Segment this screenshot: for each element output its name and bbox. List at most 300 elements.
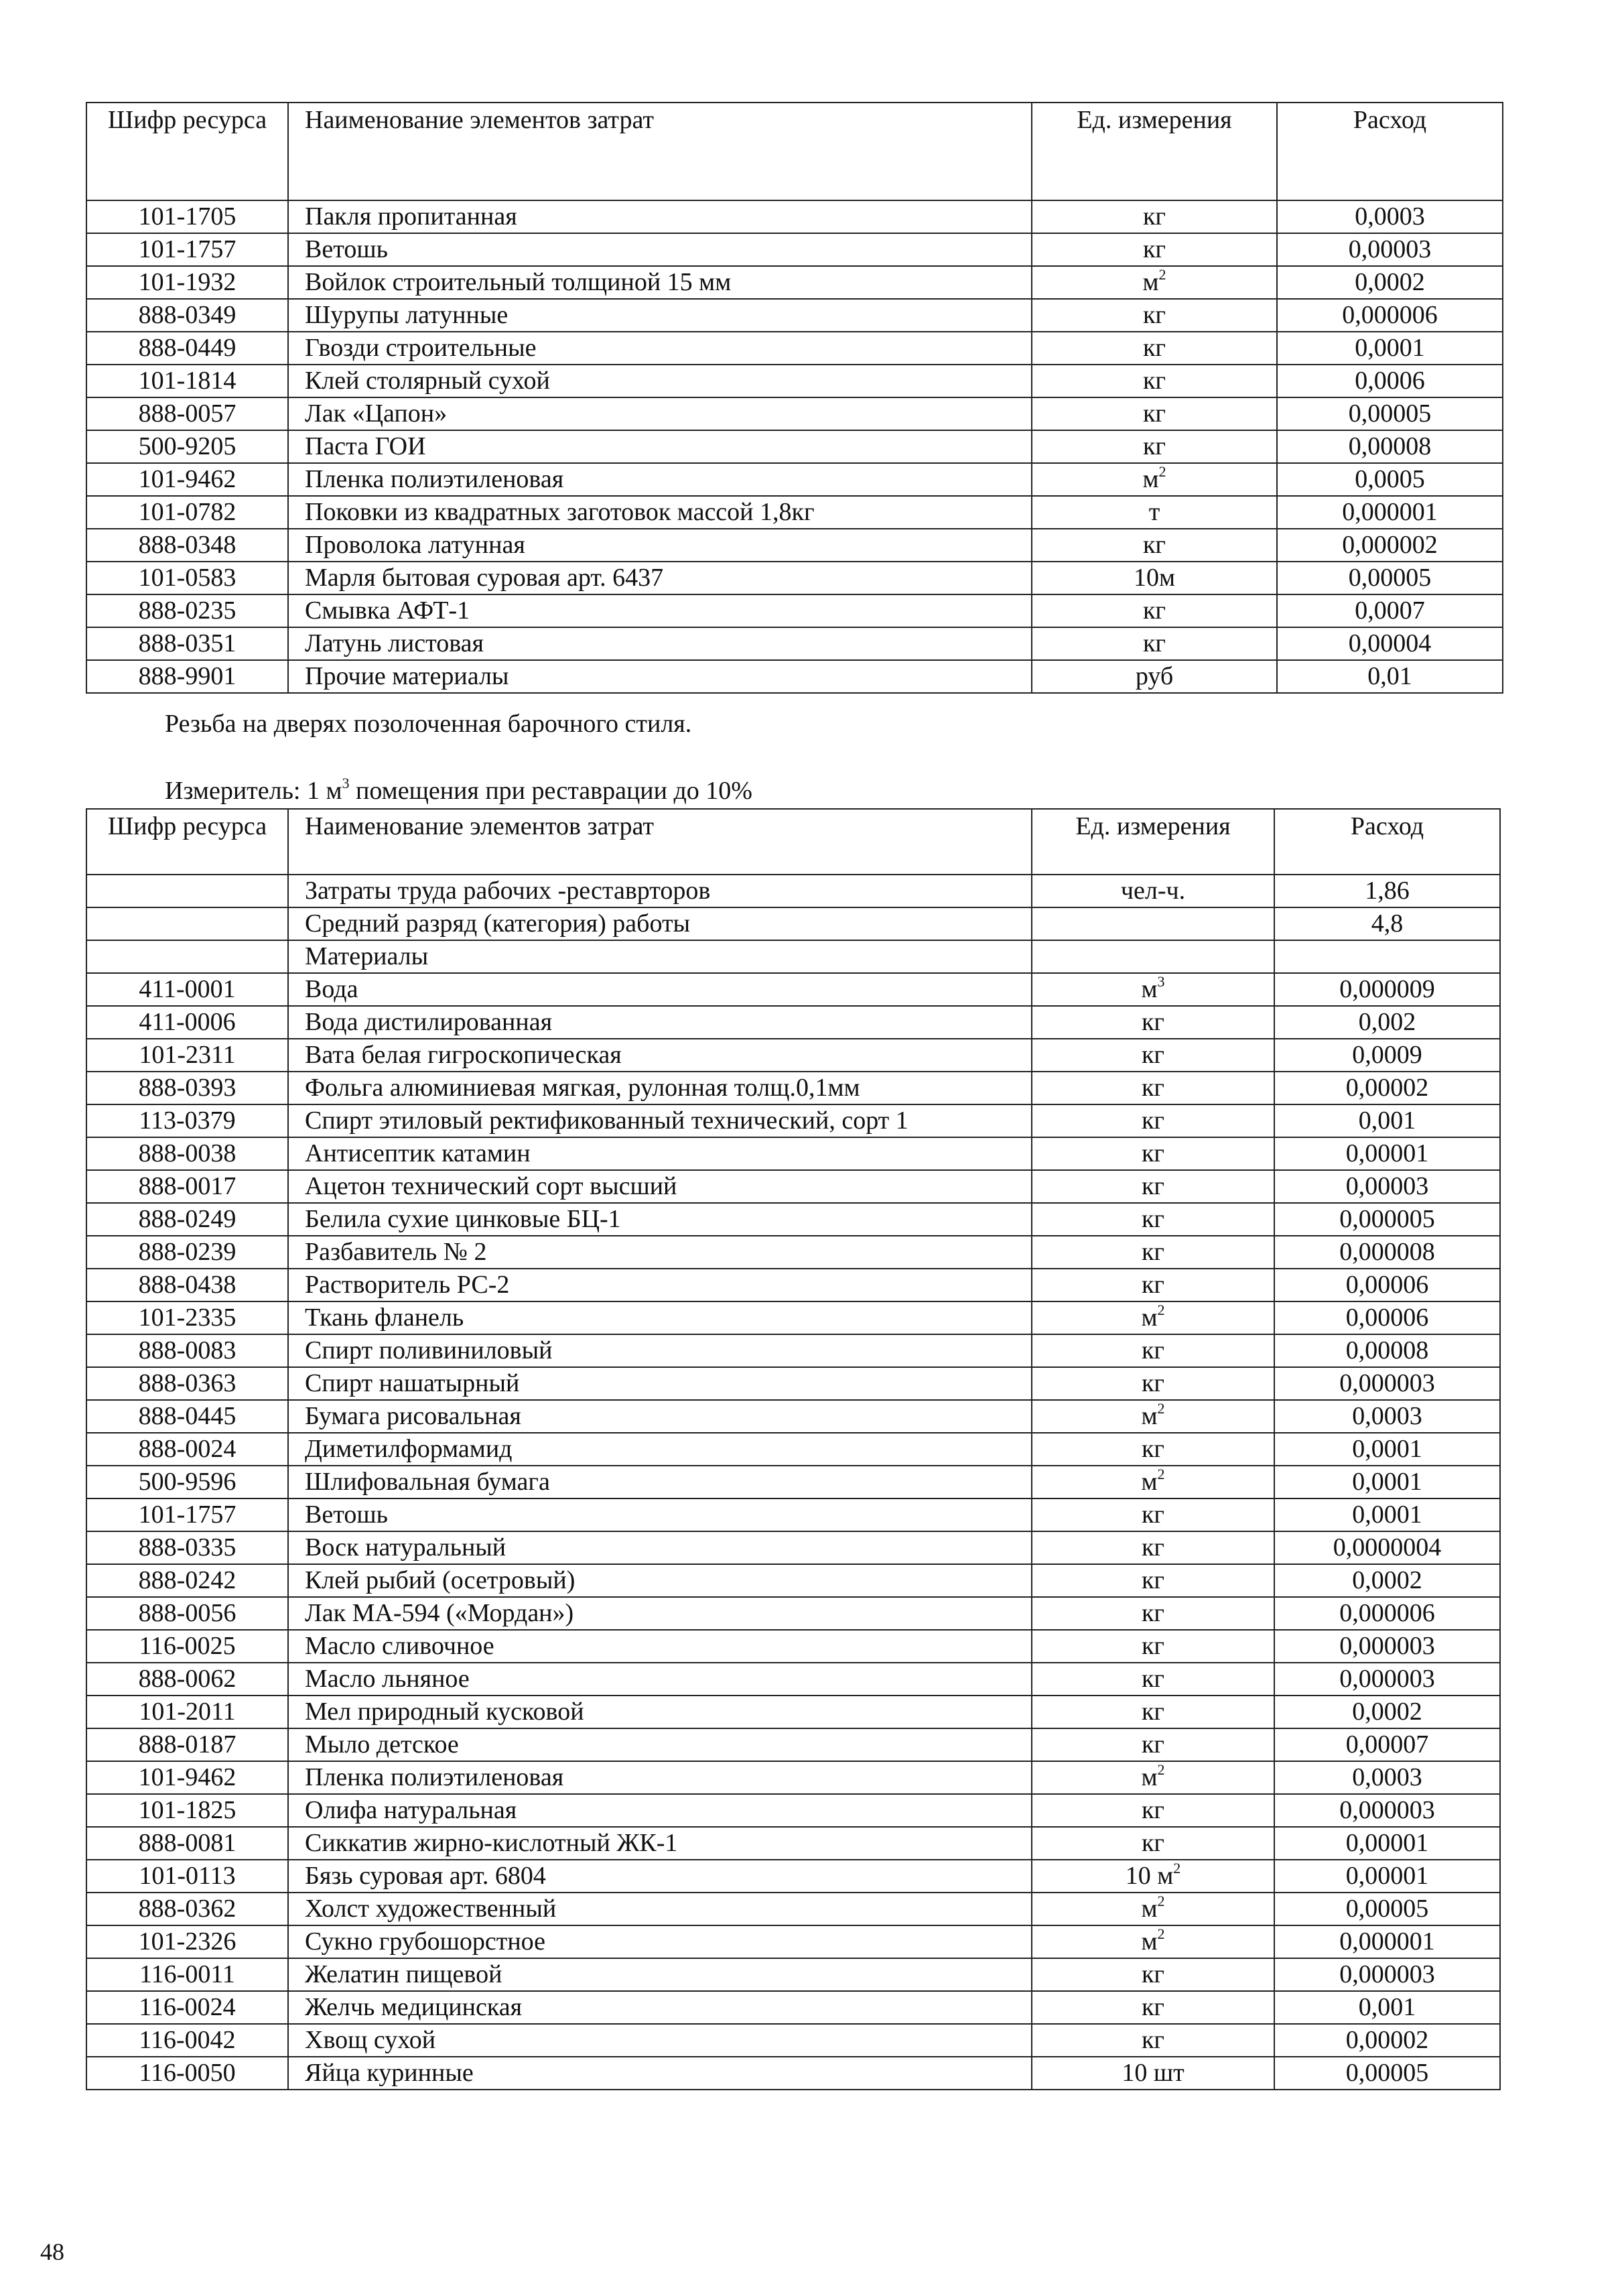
cell-unit-text: кг — [1141, 1008, 1165, 1036]
cell-name-text: Пленка полиэтиленовая — [305, 465, 564, 493]
cell-code-text: 101-9462 — [138, 465, 236, 493]
cell-unit — [1032, 1269, 1274, 1301]
cell-code — [86, 1400, 288, 1433]
cell-code — [86, 332, 288, 365]
cell-unit-text: м — [1141, 1927, 1158, 1956]
table-1-body — [86, 200, 1503, 693]
unit-superscript: 2 — [1157, 1301, 1165, 1319]
cell-name-text: Лак «Цапон» — [305, 399, 448, 428]
cell-qty-text: 0,00005 — [1345, 1895, 1429, 1923]
cell-code — [86, 1236, 288, 1269]
cell-code — [86, 1170, 288, 1203]
cell-unit — [1032, 200, 1277, 233]
table-row — [86, 1006, 1500, 1039]
cell-qty-text: 0,000006 — [1339, 1599, 1435, 1627]
cell-qty — [1274, 1827, 1500, 1860]
header-unit: Ед. измерения — [1032, 809, 1274, 875]
cell-unit-text: кг — [1142, 596, 1166, 625]
header-name: Наименование элементов затрат — [288, 809, 1032, 875]
cell-code — [86, 1203, 288, 1236]
cell-code — [86, 940, 288, 973]
cell-unit — [1032, 299, 1277, 332]
cell-code-text: 101-2311 — [139, 1041, 236, 1069]
unit-superscript: 2 — [1157, 1925, 1165, 1943]
cell-qty-text: 0,000005 — [1339, 1205, 1435, 1233]
table-row — [86, 1236, 1500, 1269]
cell-name-text: Мел природный кусковой — [305, 1698, 584, 1726]
cell-code — [86, 1039, 288, 1072]
cell-unit-text: кг — [1141, 1139, 1165, 1167]
cell-name-text: Ткань фланель — [305, 1303, 464, 1332]
cell-code — [86, 1761, 288, 1794]
cell-code-text: 116-0025 — [139, 1632, 236, 1660]
cell-code-text: 411-0006 — [139, 1008, 236, 1036]
cell-code-text: 101-9462 — [138, 1763, 236, 1791]
cell-qty — [1274, 1006, 1500, 1039]
cell-name — [288, 233, 1032, 266]
cell-unit-text: м — [1141, 1303, 1158, 1332]
cell-qty-text: 0,000001 — [1339, 1927, 1435, 1956]
cell-name — [288, 875, 1032, 907]
cell-name-text: Проволока латунная — [305, 531, 525, 559]
cell-name — [288, 1860, 1032, 1893]
cell-code — [86, 1104, 288, 1137]
cell-qty — [1274, 1958, 1500, 1991]
cell-code-text: 888-0445 — [138, 1402, 236, 1430]
table-row — [86, 1531, 1500, 1564]
cell-qty-text: 0,00001 — [1345, 1862, 1429, 1890]
cell-name — [288, 266, 1032, 299]
cell-qty-text: 0,000009 — [1339, 975, 1435, 1003]
cell-code — [86, 1827, 288, 1860]
cell-code-text: 888-0348 — [138, 531, 236, 559]
cell-code-text: 888-0393 — [138, 1074, 236, 1102]
cell-unit — [1032, 1794, 1274, 1827]
cell-unit-text: м — [1141, 1763, 1158, 1791]
header-name: Наименование элементов затрат — [288, 103, 1032, 200]
cell-unit — [1032, 1663, 1274, 1696]
cell-qty-text: 0,00002 — [1345, 1074, 1429, 1102]
table-row — [86, 1893, 1500, 1925]
cell-qty-text: 0,00005 — [1348, 399, 1432, 428]
cell-qty-text: 0,00001 — [1345, 1139, 1429, 1167]
table-row — [86, 1400, 1500, 1433]
header-code: Шифр ресурса — [86, 103, 288, 200]
table-row — [86, 1334, 1500, 1367]
measure-text: Измеритель: 1 м — [165, 777, 342, 805]
cell-name-text: Средний разряд (категория) работы — [305, 909, 691, 938]
cell-unit — [1032, 463, 1277, 496]
cell-unit — [1032, 562, 1277, 594]
measure-sup: 3 — [342, 775, 350, 792]
cell-unit-text: кг — [1141, 1238, 1165, 1266]
cell-qty-text: 0,0001 — [1352, 1435, 1422, 1463]
cell-code — [86, 1860, 288, 1893]
cell-qty — [1277, 397, 1503, 430]
table-row — [86, 973, 1500, 1006]
cell-unit — [1032, 1006, 1274, 1039]
table-row — [86, 1466, 1500, 1498]
cell-name — [288, 1531, 1032, 1564]
cell-code-text: 888-0449 — [138, 334, 236, 362]
cell-name-text: Холст художественный — [305, 1895, 557, 1923]
table-row — [86, 1958, 1500, 1991]
cell-unit — [1032, 529, 1277, 562]
cell-name-text: Масло льняное — [305, 1665, 470, 1693]
cell-unit — [1032, 2057, 1274, 2090]
cell-qty — [1274, 1663, 1500, 1696]
cell-qty — [1277, 463, 1503, 496]
cell-qty — [1274, 1269, 1500, 1301]
cell-qty-text: 0,00001 — [1345, 1829, 1429, 1857]
cell-qty — [1274, 1893, 1500, 1925]
cell-qty — [1274, 1334, 1500, 1367]
cell-code — [86, 594, 288, 627]
cell-unit — [1032, 1498, 1274, 1531]
cell-qty-text: 0,000003 — [1339, 1665, 1435, 1693]
section-note: Резьба на дверях позолоченная барочного стиля. — [165, 710, 692, 738]
cell-name — [288, 1564, 1032, 1597]
cell-qty — [1274, 1925, 1500, 1958]
unit-superscript: 2 — [1157, 1893, 1165, 1910]
cell-unit-text: кг — [1141, 1336, 1165, 1364]
cell-code-text: 888-0239 — [138, 1238, 236, 1266]
cell-qty — [1277, 365, 1503, 397]
cell-qty — [1277, 529, 1503, 562]
table-row — [86, 1761, 1500, 1794]
cell-unit-text: кг — [1141, 1369, 1165, 1397]
cell-name — [288, 1170, 1032, 1203]
cell-unit — [1032, 1236, 1274, 1269]
cell-unit-text: кг — [1141, 1665, 1165, 1693]
cell-name — [288, 1301, 1032, 1334]
cell-unit-text: м — [1141, 975, 1158, 1003]
resource-table-1 — [86, 102, 1502, 694]
cell-unit — [1032, 1433, 1274, 1466]
cell-qty-text: 0,000003 — [1339, 1632, 1435, 1660]
table-row — [86, 1170, 1500, 1203]
cell-name — [288, 1039, 1032, 1072]
cell-name-text: Шлифовальная бумага — [305, 1468, 550, 1496]
cell-name — [288, 1498, 1032, 1531]
table-row — [86, 299, 1503, 332]
cell-unit-text: т — [1148, 498, 1160, 526]
cell-qty — [1274, 1696, 1500, 1728]
cell-code — [86, 397, 288, 430]
cell-name — [288, 430, 1032, 463]
cell-name-text: Хвощ сухой — [305, 2026, 436, 2054]
table-row — [86, 1696, 1500, 1728]
cell-code-text: 888-0187 — [138, 1730, 236, 1759]
table-row — [86, 627, 1503, 660]
cell-code-text: 101-0782 — [138, 498, 236, 526]
cell-code-text: 101-0113 — [139, 1862, 236, 1890]
cell-code — [86, 1564, 288, 1597]
cell-unit-text: кг — [1141, 1041, 1165, 1069]
cell-name-text: Клей рыбий (осетровый) — [305, 1566, 576, 1594]
cell-qty — [1274, 1761, 1500, 1794]
cell-qty — [1277, 660, 1503, 693]
cell-name-text: Яйца куринные — [305, 2059, 474, 2087]
cell-code — [86, 1531, 288, 1564]
table-row — [86, 1663, 1500, 1696]
cell-unit-text: 10 шт — [1122, 2059, 1185, 2087]
cell-code-text: 116-0050 — [139, 2059, 236, 2087]
cell-code-text: 888-0362 — [138, 1895, 236, 1923]
cell-name-text: Марля бытовая суровая арт. 6437 — [305, 564, 664, 592]
cell-unit-text: м — [1141, 1402, 1158, 1430]
cell-qty — [1274, 1991, 1500, 2024]
cell-code — [86, 1958, 288, 1991]
cell-unit — [1032, 660, 1277, 693]
cell-code — [86, 1663, 288, 1696]
cell-unit-text: кг — [1142, 334, 1166, 362]
cell-qty-text: 0,0002 — [1352, 1566, 1422, 1594]
cell-qty-text: 0,0001 — [1352, 1468, 1422, 1496]
cell-name-text: Ацетон технический сорт высший — [305, 1172, 677, 1200]
cell-name-text: Спирт этиловый ректификованный технический, сорт 1 — [305, 1106, 908, 1135]
cell-name-text: Ветошь — [305, 1501, 388, 1529]
cell-unit-text: кг — [1142, 432, 1166, 460]
table-row — [86, 529, 1503, 562]
table-row — [86, 940, 1500, 973]
cell-unit — [1032, 1039, 1274, 1072]
cell-name-text: Антисептик катамин — [305, 1139, 531, 1167]
cell-qty — [1274, 1039, 1500, 1072]
table-row — [86, 1137, 1500, 1170]
cell-name — [288, 1466, 1032, 1498]
cell-name-text: Лак МА-594 («Мордан») — [305, 1599, 574, 1627]
cell-qty — [1274, 1531, 1500, 1564]
cell-code — [86, 627, 288, 660]
table-row — [86, 1597, 1500, 1630]
cell-qty-text: 0,01 — [1367, 662, 1412, 690]
cell-code-text: 888-0249 — [138, 1205, 236, 1233]
table-row — [86, 1991, 1500, 2024]
table-row — [86, 1860, 1500, 1893]
cell-qty-text: 0,000008 — [1339, 1238, 1435, 1266]
cell-code-text: 101-0583 — [138, 564, 236, 592]
cell-code — [86, 907, 288, 940]
cell-name — [288, 940, 1032, 973]
cell-qty — [1274, 1301, 1500, 1334]
cell-qty-text: 0,0003 — [1355, 202, 1425, 231]
cell-unit — [1032, 1893, 1274, 1925]
cell-qty — [1274, 1236, 1500, 1269]
cell-qty-text: 0,0003 — [1352, 1763, 1422, 1791]
cell-unit — [1032, 1728, 1274, 1761]
cell-code — [86, 1597, 288, 1630]
cell-qty — [1274, 1597, 1500, 1630]
cell-name — [288, 627, 1032, 660]
cell-qty — [1277, 233, 1503, 266]
cell-unit-text: кг — [1141, 1698, 1165, 1726]
table-row — [86, 1925, 1500, 1958]
cell-code-text: 888-0038 — [138, 1139, 236, 1167]
cell-code — [86, 529, 288, 562]
cell-name — [288, 1597, 1032, 1630]
cell-unit-text: м — [1141, 1895, 1158, 1923]
cell-name-text: Паста ГОИ — [305, 432, 426, 460]
cell-code-text: 888-0335 — [138, 1533, 236, 1561]
cell-qty — [1274, 1433, 1500, 1466]
cell-unit — [1032, 1696, 1274, 1728]
table-row — [86, 1104, 1500, 1137]
table-row — [86, 266, 1503, 299]
cell-name — [288, 660, 1032, 693]
cell-qty — [1274, 1794, 1500, 1827]
cell-name-text: Вата белая гигроскопическая — [305, 1041, 622, 1069]
cell-qty-text: 0,00003 — [1348, 235, 1432, 263]
cell-name — [288, 1630, 1032, 1663]
cell-code — [86, 1301, 288, 1334]
cell-qty — [1277, 496, 1503, 529]
cell-name — [288, 1761, 1032, 1794]
cell-qty — [1274, 1860, 1500, 1893]
cell-unit-text: кг — [1141, 1599, 1165, 1627]
cell-name — [288, 1104, 1032, 1137]
table-row — [86, 200, 1503, 233]
cell-unit-text: кг — [1141, 1632, 1165, 1660]
measure-caption — [165, 775, 752, 807]
header-unit: Ед. измерения — [1032, 103, 1277, 200]
cell-qty — [1274, 907, 1500, 940]
cell-unit — [1032, 1104, 1274, 1137]
cell-name — [288, 1072, 1032, 1104]
cell-name-text: Ветошь — [305, 235, 388, 263]
cell-unit-text: чел-ч. — [1120, 877, 1186, 905]
cell-name — [288, 1696, 1032, 1728]
cell-name — [288, 973, 1032, 1006]
cell-code — [86, 1137, 288, 1170]
cell-qty-text: 4,8 — [1371, 909, 1404, 938]
cell-code — [86, 1728, 288, 1761]
cell-name — [288, 2024, 1032, 2057]
cell-unit-text: 10 м — [1125, 1862, 1174, 1890]
cell-name-text: Сукно грубошорстное — [305, 1927, 546, 1956]
cell-code-text: 411-0001 — [139, 975, 236, 1003]
table-row — [86, 397, 1503, 430]
cell-code — [86, 973, 288, 1006]
cell-qty — [1274, 1498, 1500, 1531]
cell-code-text: 888-0438 — [138, 1271, 236, 1299]
cell-qty — [1274, 1728, 1500, 1761]
cell-code-text: 101-1757 — [138, 235, 236, 263]
cell-name — [288, 1728, 1032, 1761]
cell-unit — [1032, 1630, 1274, 1663]
cell-unit — [1032, 1827, 1274, 1860]
cell-code-text: 113-0379 — [139, 1106, 236, 1135]
cell-unit — [1032, 365, 1277, 397]
cell-code-text: 888-0083 — [138, 1336, 236, 1364]
cell-qty — [1274, 1630, 1500, 1663]
cell-unit — [1032, 1367, 1274, 1400]
cell-code — [86, 1269, 288, 1301]
cell-qty-text: 0,000001 — [1342, 498, 1438, 526]
cell-code-text: 888-0057 — [138, 399, 236, 428]
table-row — [86, 2024, 1500, 2057]
cell-name-text: Латунь листовая — [305, 629, 484, 657]
cell-name-text: Войлок строительный толщиной 15 мм — [305, 268, 732, 296]
cell-unit — [1032, 496, 1277, 529]
cell-code — [86, 1072, 288, 1104]
unit-superscript: 2 — [1158, 266, 1166, 283]
cell-code-text: 101-1932 — [138, 268, 236, 296]
cell-qty-text: 0,0002 — [1352, 1698, 1422, 1726]
cell-qty-text: 1,86 — [1365, 877, 1410, 905]
cell-unit-text: кг — [1141, 1993, 1165, 2021]
cell-unit-text: кг — [1141, 1074, 1165, 1102]
cell-name-text: Вода дистилированная — [305, 1008, 553, 1036]
cell-code-text: 101-1814 — [138, 367, 236, 395]
table-row — [86, 1367, 1500, 1400]
cell-name — [288, 200, 1032, 233]
cell-unit — [1032, 1203, 1274, 1236]
cell-qty-text: 0,00006 — [1345, 1303, 1429, 1332]
cell-unit — [1032, 875, 1274, 907]
cell-code — [86, 1696, 288, 1728]
table-row — [86, 496, 1503, 529]
cell-code — [86, 1630, 288, 1663]
table-row — [86, 365, 1503, 397]
cell-name-text: Пакля пропитанная — [305, 202, 517, 231]
cell-qty — [1274, 1564, 1500, 1597]
cell-qty-text: 0,00003 — [1345, 1172, 1429, 1200]
unit-superscript: 2 — [1173, 1860, 1181, 1877]
cell-code — [86, 496, 288, 529]
cell-code — [86, 1498, 288, 1531]
cell-name-text: Прочие материалы — [305, 662, 509, 690]
cell-unit-text: кг — [1142, 367, 1166, 395]
cell-code-text: 888-0024 — [138, 1435, 236, 1463]
cell-name-text: Растворитель РС-2 — [305, 1271, 510, 1299]
cell-qty-text: 0,002 — [1358, 1008, 1416, 1036]
cell-unit-text: 10м — [1133, 564, 1176, 592]
cell-qty — [1277, 200, 1503, 233]
unit-superscript: 2 — [1157, 1466, 1165, 1483]
cell-name-text: Диметилформамид — [305, 1435, 513, 1463]
cell-unit — [1032, 1137, 1274, 1170]
cell-code — [86, 365, 288, 397]
measure-text-tail: помещения при реставрации до 10% — [349, 777, 752, 805]
cell-qty-text: 0,001 — [1358, 1106, 1416, 1135]
cell-qty-text: 0,0007 — [1355, 596, 1425, 625]
cell-unit — [1032, 973, 1274, 1006]
cell-qty — [1277, 332, 1503, 365]
cell-code — [86, 2057, 288, 2090]
cell-name-text: Белила сухие цинковые БЦ-1 — [305, 1205, 621, 1233]
cell-qty-text: 0,00008 — [1348, 432, 1432, 460]
table-row — [86, 233, 1503, 266]
table-row — [86, 907, 1500, 940]
table-row — [86, 1564, 1500, 1597]
cell-name — [288, 907, 1032, 940]
cell-unit-text: кг — [1141, 1566, 1165, 1594]
cell-code — [86, 200, 288, 233]
cell-code — [86, 1466, 288, 1498]
cell-name-text: Затраты труда рабочих -реставрторов — [305, 877, 711, 905]
cell-name-text: Масло сливочное — [305, 1632, 494, 1660]
cell-name — [288, 1827, 1032, 1860]
cell-unit — [1032, 1925, 1274, 1958]
cell-name — [288, 594, 1032, 627]
cell-unit-text: кг — [1141, 1172, 1165, 1200]
cell-code-text: 101-1757 — [138, 1501, 236, 1529]
cell-unit — [1032, 233, 1277, 266]
cell-name-text: Пленка полиэтиленовая — [305, 1763, 564, 1791]
cell-code-text: 888-0351 — [138, 629, 236, 657]
cell-unit-text: кг — [1141, 1501, 1165, 1529]
